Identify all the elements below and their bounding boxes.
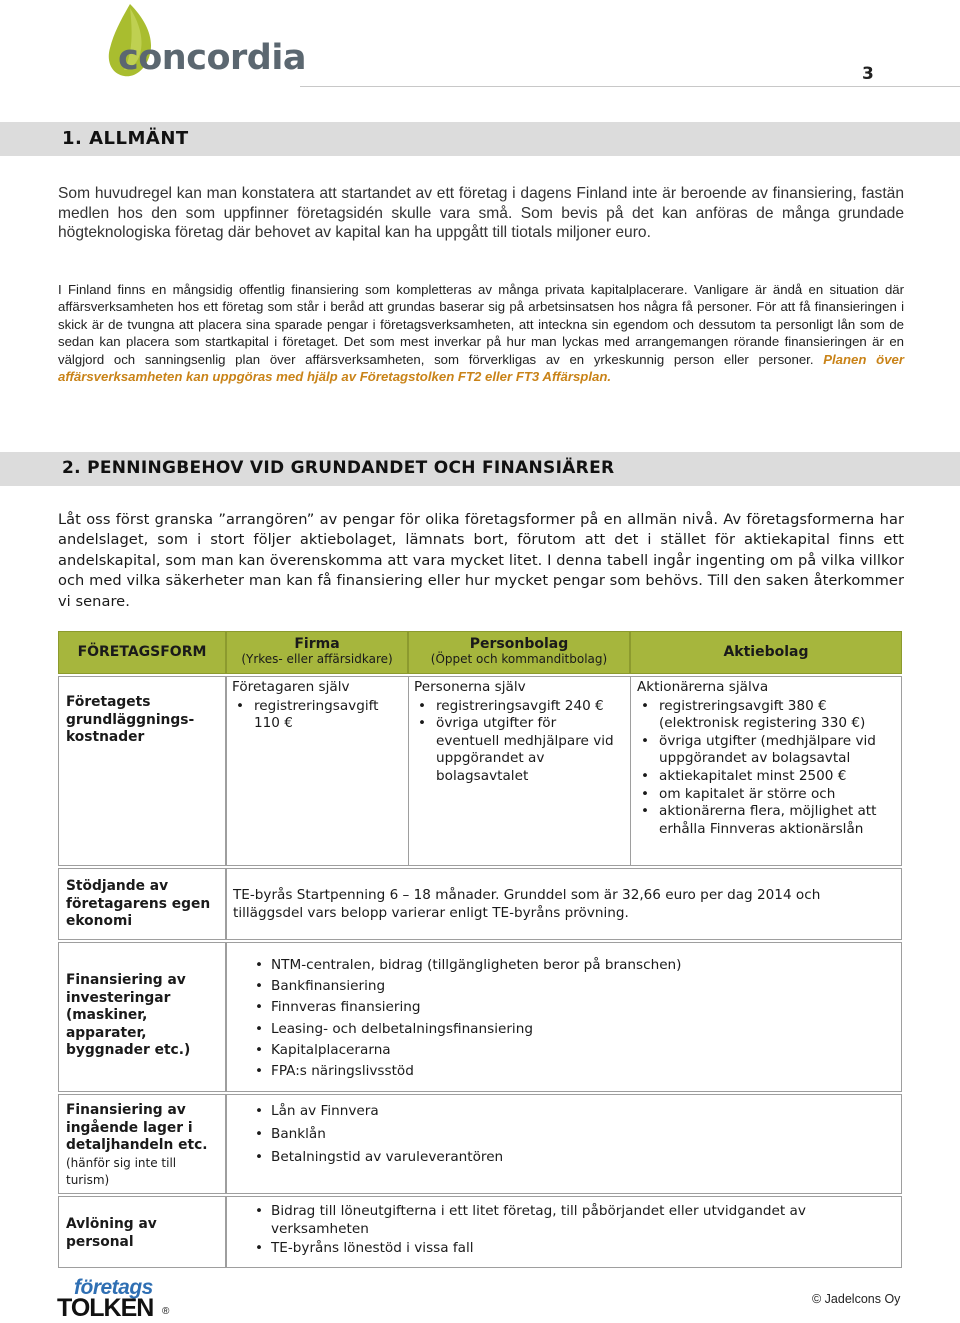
list-item: • aktionärerna flera, möjlighet att erhålla Finnveras aktionärslån — [637, 803, 897, 838]
header-title: Personbolag — [469, 636, 569, 652]
paragraph-2-text: I Finland finns en mångsidig offentlig finansiering som kompletteras av många privata kapitalplacerare. Vanligare är ändå en situation där affärsverksamheten hos ett företag som står i beråd att grundas baserar sig på arbetsinsatsen hos några få personer. För att få finansieringen i skick är de tvungna att placera sina sparade pengar i företagsverksamheten, att inteckna sin egendom och dessutom ta personligt lån som de sedan kan placera som startkapital i företaget. Det som mest inverkar på hur man lyckas med arrangemangen rörande finansieringen är en välgjord och sanningsenlig plan över affärsverksamheten, som förverkligas av en yrkeskunnig person eller personer. — [58, 282, 904, 367]
row1-aktiebolag-cell — [637, 679, 897, 838]
row5-label: Avlöning av personal — [66, 1216, 157, 1250]
registered-icon: ® — [162, 1306, 170, 1317]
row1-firma-cell — [232, 679, 402, 733]
copyright: © Jadelcons Oy — [812, 1292, 901, 1306]
list-item: • Bankfinansiering — [252, 978, 892, 996]
personbolag-intro: Personerna själv — [414, 679, 526, 695]
row5-list — [252, 1203, 872, 1258]
section-2-paragraph: Låt oss först granska ”arrangören” av pengar för olika företagsformer på en allmän nivå. Av företagsformerna har andelslaget, som i stort följer aktiebolaget, lämnats bort, förutom att det i stället för aktiekapital finns ett andelskapital, som man kan överenskomma att vara mycket litet. I denna tabell ingår ingenting om på vilka villkor och med vilka säkerheter man kan få finansiering eller hur mycket pengar som behövs. Till den saken återkommer vi senare. — [58, 511, 904, 610]
section-1-paragraph-2 — [58, 281, 904, 385]
firma-intro: Företagaren själv — [232, 679, 350, 695]
header-subtitle: (Yrkes- eller affärsidkare) — [241, 652, 393, 666]
list-item: • Leasing- och delbetalningsfinansiering — [252, 1021, 892, 1039]
header-aktiebolag — [630, 631, 902, 674]
list-item: • om kapitalet är större och — [637, 786, 897, 804]
header-subtitle: (Öppet och kommanditbolag) — [430, 652, 608, 666]
row3-label: Finansiering av investeringar (maskiner, apparater, byggnader etc.) — [66, 972, 191, 1058]
page-number: 3 — [862, 64, 874, 84]
row4-list — [252, 1103, 892, 1167]
list-item: • övriga utgifter (medhjälpare vid uppgörandet av bolagsavtal — [637, 733, 897, 768]
logo-wordmark: concordia — [118, 38, 306, 78]
section-1-paragraph-1: Som huvudregel kan man konstatera att startandet av ett företag i dagens Finland inte är beroende av finansiering, fastän medlen hos den som uppfinner företagsidén skulle vara små. Som bevis på det kan anföras de många grundade högteknologiska företag där behovet av kapital kan ha uppgått till tiotals miljoner euro. — [58, 185, 904, 241]
header-title: Firma — [294, 636, 340, 652]
row5-cell — [252, 1203, 872, 1261]
list-item: • övriga utgifter för eventuell medhjälpare vid uppgörandet av bolagsavtalet — [414, 715, 626, 785]
aktiebolag-list — [637, 698, 897, 839]
list-item: • Betalningstid av varuleverantören — [252, 1149, 892, 1167]
list-item: • Lån av Finnvera — [252, 1103, 892, 1121]
list-item: • Kapitalplacerarna — [252, 1042, 892, 1060]
list-item: • TE-byråns lönestöd i vissa fall — [252, 1240, 872, 1258]
list-item: • NTM-centralen, bidrag (tillgängligheten beror på branschen) — [252, 957, 892, 975]
header-foretagsform — [58, 631, 226, 674]
row3-cell — [252, 957, 892, 1084]
list-item: • FPA:s näringslivsstöd — [252, 1063, 892, 1081]
personbolag-list — [414, 698, 626, 786]
aktiebolag-intro: Aktionärerna själva — [637, 679, 769, 695]
row2-label: Stödjande av företagarens egen ekonomi — [66, 878, 211, 929]
row4-cell — [252, 1103, 892, 1170]
logo-tolken: TOLKEN — [57, 1294, 154, 1322]
row2-text: TE-byrås Startpenning 6 – 18 månader. Grunddel som är 32,66 euro per dag 2014 och tilläggsdel vars belopp varierar enligt TE-byråns prövning. — [233, 887, 821, 921]
row3-list — [252, 957, 892, 1081]
header-title: Aktiebolag — [723, 644, 809, 660]
list-item: • aktiekapitalet minst 2500 € — [637, 768, 897, 786]
row4-label-text: Finansiering av ingående lager i detaljhandeln etc. — [66, 1102, 208, 1153]
list-item: • Bidrag till löneutgifterna i ett litet företag, till påbörjandet eller utvidgandet av verksamheten — [252, 1203, 872, 1238]
row1-col-divider-1 — [408, 676, 409, 866]
business-plan-highlight: Planen över affärsverksamheten kan uppgöras med hjälp av Företagstolken FT2 eller FT3 Affärsplan. — [58, 351, 904, 385]
row4-label-note: (hänför sig inte till turism) — [66, 1155, 177, 1187]
concordia-logo — [95, 2, 305, 84]
row1-col-divider-2 — [630, 676, 631, 866]
header-personbolag — [408, 631, 630, 674]
list-item: • registreringsavgift 240 € — [414, 698, 626, 716]
list-item: • registreringsavgift 110 € — [232, 698, 402, 733]
row1-label: Företagets grundläggnings-kostnader — [66, 694, 195, 745]
row1-personbolag-cell — [414, 679, 626, 786]
list-item: • Banklån — [252, 1126, 892, 1144]
list-item: • Finnveras finansiering — [252, 999, 892, 1017]
list-item: • registreringsavgift 380 € (elektronisk registering 330 €) — [637, 698, 897, 733]
header-title: FÖRETAGSFORM — [77, 644, 207, 660]
firma-list — [232, 698, 402, 733]
foretagstolken-logo — [56, 1276, 176, 1322]
logo-foretags: företags — [74, 1276, 153, 1299]
row4-label — [66, 1102, 218, 1190]
section-1-heading: 1. ALLMÄNT — [62, 128, 189, 149]
header-divider — [300, 86, 960, 87]
section-2-heading: 2. PENNINGBEHOV VID GRUNDANDET OCH FINANSIÄRER — [62, 458, 615, 478]
header-firma — [226, 631, 408, 674]
